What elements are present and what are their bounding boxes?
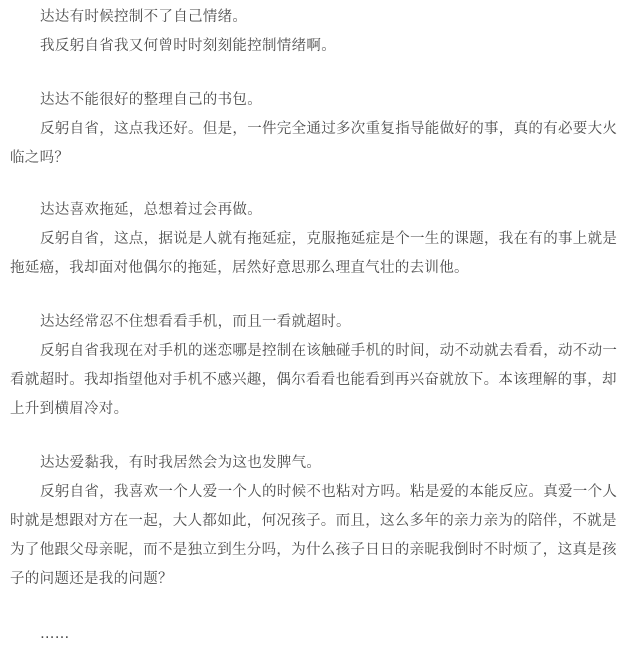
paragraph-line: 反躬自省我现在对手机的迷恋哪是控制在该触碰手机的时间，动不动就去看看，动不动一	[40, 343, 618, 359]
paragraph-line: 看就超时。我却指望他对手机不感兴趣，偶尔看看也能看到再兴奋就放下。本该理解的事，却	[10, 372, 617, 388]
paragraph-line: 达达有时候控制不了自己情绪。	[40, 9, 248, 25]
paragraph-line: 反躬自省，我喜欢一个人爱一个人的时候不也粘对方吗。粘是爱的本能反应。真爱一个人	[40, 484, 618, 500]
paragraph-line: 反躬自省，这点我还好。但是，一件完全通过多次重复指导能做好的事，真的有必要大火	[40, 121, 618, 137]
paragraph-line: 达达不能很好的整理自己的书包。	[40, 92, 262, 108]
paragraph-line: 达达爱黏我，有时我居然会为这也发脾气。	[40, 455, 322, 471]
ellipsis: ……	[40, 626, 70, 642]
paragraph-line: 我反躬自省我又何曾时时刻刻能控制情绪啊。	[40, 38, 336, 54]
paragraph-line: 临之吗？	[10, 150, 70, 166]
paragraph-line: 反躬自省，这点，据说是人就有拖延症，克服拖延症是个一生的课题，我在有的事上就是	[40, 231, 618, 247]
paragraph-line: 达达经常忍不住想看看手机，而且一看就超时。	[40, 314, 351, 330]
paragraph-line: 上升到横眉冷对。	[10, 401, 129, 417]
paragraph-line: 达达喜欢拖延，总想着过会再做。	[40, 202, 262, 218]
paragraph-line: 为了他跟父母亲昵，而不是独立到生分吗，为什么孩子日日的亲昵我倒时不时烦了，这真是孩	[10, 542, 617, 558]
paragraph-line: 拖延癌，我却面对他偶尔的拖延，居然好意思那么理直气壮的去训他。	[10, 260, 469, 276]
paragraph-line: 时就是想跟对方在一起，大人都如此，何况孩子。而且，这么多年的亲力亲为的陪伴，不就是	[10, 513, 617, 529]
paragraph-line: 子的问题还是我的问题？	[10, 571, 173, 587]
